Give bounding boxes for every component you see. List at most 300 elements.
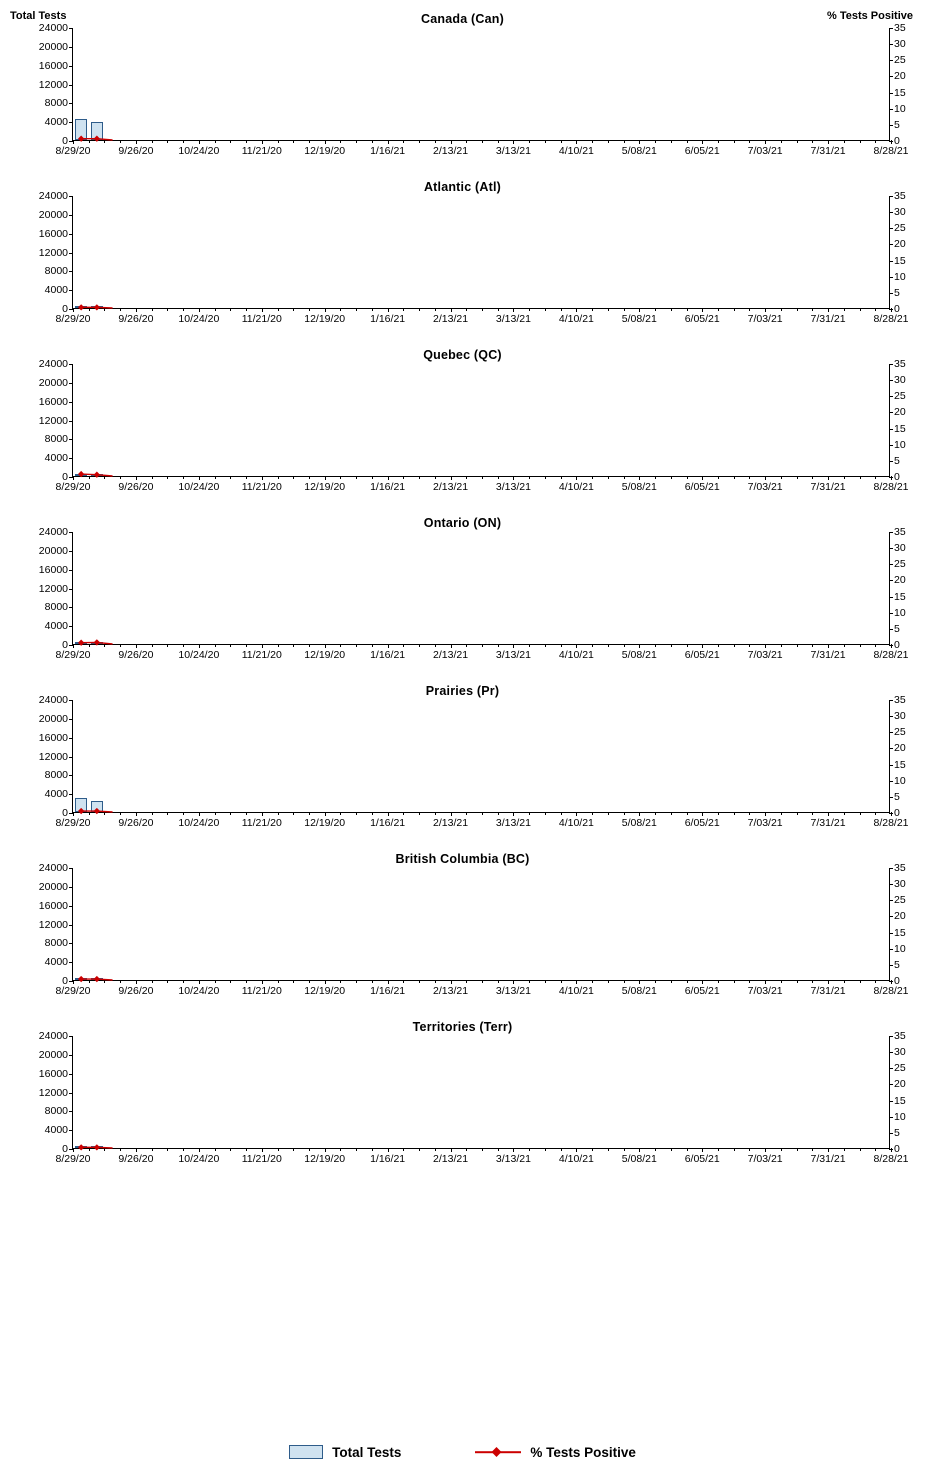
x-axis-minor-tick-mark xyxy=(246,140,247,143)
x-axis-minor-tick-mark xyxy=(545,1148,546,1151)
x-axis-tick-mark xyxy=(73,644,74,648)
x-axis-tick-mark xyxy=(702,140,703,144)
x-axis-tick-label: 10/24/20 xyxy=(178,817,220,829)
x-axis-minor-tick-mark xyxy=(592,476,593,479)
x-axis-minor-tick-mark xyxy=(293,140,294,143)
x-axis-minor-tick-mark xyxy=(718,812,719,815)
x-axis-minor-tick-mark xyxy=(278,476,279,479)
x-axis-minor-tick-mark xyxy=(655,1148,656,1151)
x-axis-tick-label: 6/05/21 xyxy=(684,817,720,829)
x-axis-tick-label: 3/13/21 xyxy=(495,985,531,997)
x-axis-minor-tick-mark xyxy=(89,644,90,647)
y-axis-right-tick-label: 35 xyxy=(894,525,906,538)
x-axis-tick-label: 4/10/21 xyxy=(558,985,594,997)
x-axis-minor-tick-mark xyxy=(104,140,105,143)
x-axis-tick-label: 9/26/20 xyxy=(118,649,154,661)
x-axis-minor-tick-mark xyxy=(687,308,688,311)
x-axis-tick-label: 12/19/20 xyxy=(304,817,346,829)
chart-panel xyxy=(0,504,925,672)
x-axis-tick-label: 8/28/21 xyxy=(873,985,909,997)
x-axis-minor-tick-mark xyxy=(230,1148,231,1151)
x-axis-minor-tick-mark xyxy=(655,308,656,311)
x-axis-minor-tick-mark xyxy=(608,644,609,647)
y-axis-right-tick-mark xyxy=(889,700,893,701)
x-axis-minor-tick-mark xyxy=(671,980,672,983)
y-axis-right-tick-mark xyxy=(889,244,893,245)
x-axis-minor-tick-mark xyxy=(797,140,798,143)
x-axis-tick-mark xyxy=(828,980,829,984)
x-axis-tick-mark xyxy=(451,980,452,984)
y-axis-left-tick-label: 16000 xyxy=(38,731,68,744)
x-axis-tick-mark xyxy=(262,140,263,144)
x-axis-minor-tick-mark xyxy=(812,980,813,983)
x-axis-minor-tick-mark xyxy=(183,644,184,647)
x-axis-tick-mark xyxy=(513,1148,514,1152)
x-axis-minor-tick-mark xyxy=(482,812,483,815)
x-axis-minor-tick-mark xyxy=(561,980,562,983)
x-axis-minor-tick-mark xyxy=(687,476,688,479)
x-axis-minor-tick-mark xyxy=(167,812,168,815)
x-axis-minor-tick-mark xyxy=(498,980,499,983)
y-axis-left-tick-label: 8000 xyxy=(44,433,68,446)
y-axis-left-tick-label: 0 xyxy=(62,134,68,147)
y-axis-right-tick-mark xyxy=(889,277,893,278)
x-axis-minor-tick-mark xyxy=(230,980,231,983)
x-axis-minor-tick-mark xyxy=(466,812,467,815)
x-axis-minor-tick-mark xyxy=(624,644,625,647)
x-axis-minor-tick-mark xyxy=(419,812,420,815)
x-axis-tick-mark xyxy=(136,140,137,144)
y-axis-right-tick-label: 35 xyxy=(894,357,906,370)
x-axis-minor-tick-mark xyxy=(734,308,735,311)
x-axis-minor-tick-mark xyxy=(561,644,562,647)
x-axis-tick-label: 8/29/20 xyxy=(55,313,91,325)
y-axis-right-tick-label: 5 xyxy=(894,454,900,467)
x-axis-minor-tick-mark xyxy=(529,644,530,647)
y-axis-right-tick-mark xyxy=(889,532,893,533)
x-axis-minor-tick-mark xyxy=(561,308,562,311)
y-axis-right-tick-mark xyxy=(889,949,893,950)
y-axis-left-tick-label: 20000 xyxy=(38,544,68,557)
x-axis-minor-tick-mark xyxy=(246,476,247,479)
x-axis-minor-tick-mark xyxy=(797,980,798,983)
x-axis-minor-tick-mark xyxy=(624,812,625,815)
y-axis-right-tick-label: 15 xyxy=(894,422,906,435)
x-axis-tick-label: 7/31/21 xyxy=(810,649,846,661)
x-axis-tick-label: 1/16/21 xyxy=(370,817,406,829)
x-axis-minor-tick-mark xyxy=(687,644,688,647)
x-axis-tick-label: 9/26/20 xyxy=(118,985,154,997)
y-axis-right-tick-mark xyxy=(889,1133,893,1134)
x-axis-tick-mark xyxy=(136,308,137,312)
x-axis-minor-tick-mark xyxy=(545,980,546,983)
y-axis-right-tick-label: 5 xyxy=(894,622,900,635)
y-axis-right-tick-label: 30 xyxy=(894,877,906,890)
x-axis-minor-tick-mark xyxy=(718,140,719,143)
x-axis-minor-tick-mark xyxy=(104,644,105,647)
x-axis-tick-mark xyxy=(513,812,514,816)
y-axis-right-tick-label: 0 xyxy=(894,974,900,987)
chart-panel xyxy=(0,336,925,504)
y-axis-right-tick-mark xyxy=(889,580,893,581)
x-axis-minor-tick-mark xyxy=(734,812,735,815)
y-axis-left-tick-label: 24000 xyxy=(38,861,68,874)
y-axis-right-tick-label: 25 xyxy=(894,726,906,739)
x-axis-tick-mark xyxy=(765,308,766,312)
x-axis-minor-tick-mark xyxy=(356,140,357,143)
x-axis-tick-label: 6/05/21 xyxy=(684,1153,720,1165)
x-axis-tick-label: 3/13/21 xyxy=(495,649,531,661)
x-axis-minor-tick-mark xyxy=(482,140,483,143)
chart-title: Ontario (ON) xyxy=(423,516,502,530)
x-axis-tick-mark xyxy=(828,140,829,144)
plot-area xyxy=(38,525,909,661)
x-axis-tick-mark xyxy=(702,308,703,312)
x-axis-tick-mark xyxy=(388,476,389,480)
x-axis-minor-tick-mark xyxy=(278,308,279,311)
y-axis-right-tick-label: 10 xyxy=(894,942,906,955)
x-axis-minor-tick-mark xyxy=(372,812,373,815)
x-axis-tick-mark xyxy=(325,1148,326,1152)
x-axis-tick-mark xyxy=(765,140,766,144)
x-axis-minor-tick-mark xyxy=(875,812,876,815)
y-axis-right-tick-label: 35 xyxy=(894,189,906,202)
x-axis-minor-tick-mark xyxy=(215,140,216,143)
x-axis-tick-mark xyxy=(136,476,137,480)
x-axis-tick-mark xyxy=(325,308,326,312)
x-axis-minor-tick-mark xyxy=(435,476,436,479)
x-axis-tick-label: 5/08/21 xyxy=(621,481,657,493)
x-axis-minor-tick-mark xyxy=(482,644,483,647)
x-axis-minor-tick-mark xyxy=(797,476,798,479)
legend-swatch-bar-icon xyxy=(289,1445,323,1459)
x-axis-tick-label: 12/19/20 xyxy=(304,985,346,997)
x-axis-minor-tick-mark xyxy=(89,140,90,143)
x-axis-tick-mark xyxy=(451,644,452,648)
y-axis-left-tick-label: 16000 xyxy=(38,395,68,408)
y-axis-left-tick-label: 4000 xyxy=(44,619,68,632)
y-axis-right-tick-label: 30 xyxy=(894,541,906,554)
x-axis-minor-tick-mark xyxy=(734,140,735,143)
y-axis-right-tick-label: 15 xyxy=(894,254,906,267)
x-axis-tick-mark xyxy=(262,476,263,480)
x-axis-minor-tick-mark xyxy=(419,980,420,983)
x-axis-tick-label: 7/31/21 xyxy=(810,481,846,493)
x-axis-minor-tick-mark xyxy=(183,308,184,311)
y-axis-left-tick-label: 24000 xyxy=(38,1029,68,1042)
x-axis-tick-mark xyxy=(639,476,640,480)
x-axis-tick-label: 9/26/20 xyxy=(118,1153,154,1165)
x-axis-tick-label: 7/03/21 xyxy=(747,985,783,997)
x-axis-tick-label: 11/21/20 xyxy=(241,985,282,997)
chart-panel xyxy=(0,840,925,1008)
x-axis-tick-mark xyxy=(73,1148,74,1152)
x-axis-minor-tick-mark xyxy=(403,812,404,815)
x-axis-minor-tick-mark xyxy=(561,476,562,479)
y-axis-left-tick-label: 8000 xyxy=(44,1105,68,1118)
x-axis-minor-tick-mark xyxy=(608,980,609,983)
x-axis-minor-tick-mark xyxy=(372,644,373,647)
x-axis-tick-label: 2/13/21 xyxy=(433,649,469,661)
y-axis-right-tick-label: 25 xyxy=(894,222,906,235)
x-axis-tick-mark xyxy=(702,812,703,816)
x-axis-tick-label: 1/16/21 xyxy=(370,985,406,997)
x-axis-tick-label: 5/08/21 xyxy=(621,1153,657,1165)
y-axis-left-tick-label: 0 xyxy=(62,1142,68,1155)
x-axis-tick-mark xyxy=(828,1148,829,1152)
y-axis-left-tick-label: 0 xyxy=(62,302,68,315)
x-axis-minor-tick-mark xyxy=(844,1148,845,1151)
x-axis-tick-label: 12/19/20 xyxy=(304,649,346,661)
x-axis-minor-tick-mark xyxy=(167,1148,168,1151)
x-axis-tick-mark xyxy=(136,1148,137,1152)
y-axis-left-tick-label: 0 xyxy=(62,806,68,819)
x-axis-tick-label: 2/13/21 xyxy=(433,1153,469,1165)
y-axis-right-tick-label: 15 xyxy=(894,590,906,603)
x-axis-minor-tick-mark xyxy=(246,1148,247,1151)
x-axis-minor-tick-mark xyxy=(671,812,672,815)
x-axis-minor-tick-mark xyxy=(718,1148,719,1151)
x-axis-minor-tick-mark xyxy=(608,812,609,815)
y-axis-left-tick-label: 4000 xyxy=(44,115,68,128)
x-axis-tick-label: 5/08/21 xyxy=(621,649,657,661)
x-axis-minor-tick-mark xyxy=(875,476,876,479)
y-axis-right-tick-label: 0 xyxy=(894,302,900,315)
x-axis-minor-tick-mark xyxy=(655,140,656,143)
x-axis-minor-tick-mark xyxy=(246,644,247,647)
x-axis-tick-mark xyxy=(576,476,577,480)
y-axis-right-tick-label: 35 xyxy=(894,861,906,874)
x-axis-tick-label: 8/28/21 xyxy=(873,649,909,661)
plot-area xyxy=(38,21,909,157)
y-axis-right-tick-mark xyxy=(889,629,893,630)
x-axis-tick-mark xyxy=(325,140,326,144)
y-axis-left-tick-label: 20000 xyxy=(38,208,68,221)
x-axis-tick-label: 8/29/20 xyxy=(55,649,91,661)
y-axis-left-tick-label: 16000 xyxy=(38,563,68,576)
x-axis-tick-mark xyxy=(199,140,200,144)
y-axis-right-tick-label: 35 xyxy=(894,21,906,34)
y-axis-right-tick-label: 10 xyxy=(894,774,906,787)
y-axis-right-tick-mark xyxy=(889,109,893,110)
x-axis-tick-mark xyxy=(576,644,577,648)
y-axis-right-tick-label: 5 xyxy=(894,790,900,803)
x-axis-minor-tick-mark xyxy=(340,140,341,143)
x-axis-tick-label: 10/24/20 xyxy=(178,649,220,661)
x-axis-minor-tick-mark xyxy=(655,644,656,647)
y-axis-right-tick-mark xyxy=(889,125,893,126)
x-axis-minor-tick-mark xyxy=(309,644,310,647)
x-axis-minor-tick-mark xyxy=(655,476,656,479)
x-axis-tick-mark xyxy=(199,476,200,480)
x-axis-tick-label: 7/03/21 xyxy=(747,313,783,325)
y-axis-right-tick-label: 30 xyxy=(894,37,906,50)
x-axis-minor-tick-mark xyxy=(624,476,625,479)
y-axis-right-tick-mark xyxy=(889,1101,893,1102)
pct-positive-marker xyxy=(94,472,100,478)
y-axis-left-tick-label: 20000 xyxy=(38,1048,68,1061)
x-axis-minor-tick-mark xyxy=(545,812,546,815)
x-axis-minor-tick-mark xyxy=(781,476,782,479)
x-axis-tick-mark xyxy=(199,812,200,816)
x-axis-tick-mark xyxy=(262,644,263,648)
x-axis-minor-tick-mark xyxy=(797,812,798,815)
y-axis-right-tick-mark xyxy=(889,1117,893,1118)
x-axis-tick-label: 5/08/21 xyxy=(621,145,657,157)
x-axis-minor-tick-mark xyxy=(655,980,656,983)
y-axis-right-tick-mark xyxy=(889,1084,893,1085)
x-axis-minor-tick-mark xyxy=(545,140,546,143)
x-axis-tick-mark xyxy=(262,308,263,312)
x-axis-minor-tick-mark xyxy=(718,644,719,647)
pct-positive-marker xyxy=(94,639,100,645)
x-axis-minor-tick-mark xyxy=(671,308,672,311)
x-axis-tick-mark xyxy=(199,308,200,312)
y-axis-left-tick-label: 24000 xyxy=(38,693,68,706)
x-axis-tick-label: 6/05/21 xyxy=(684,313,720,325)
x-axis-tick-label: 7/03/21 xyxy=(747,649,783,661)
x-axis-tick-label: 11/21/20 xyxy=(241,313,282,325)
y-axis-right-tick-label: 25 xyxy=(894,894,906,907)
y-axis-right-tick-label: 10 xyxy=(894,438,906,451)
x-axis-tick-label: 1/16/21 xyxy=(370,649,406,661)
x-axis-tick-mark xyxy=(325,644,326,648)
y-axis-left-tick-label: 0 xyxy=(62,974,68,987)
y-axis-right-tick-mark xyxy=(889,228,893,229)
x-axis-tick-label: 5/08/21 xyxy=(621,817,657,829)
y-axis-right-tick-label: 15 xyxy=(894,758,906,771)
x-axis-minor-tick-mark xyxy=(592,1148,593,1151)
y-axis-left-tick-label: 12000 xyxy=(38,78,68,91)
x-axis-tick-mark xyxy=(388,980,389,984)
x-axis-minor-tick-mark xyxy=(215,644,216,647)
x-axis-minor-tick-mark xyxy=(529,476,530,479)
x-axis-minor-tick-mark xyxy=(120,812,121,815)
x-axis-minor-tick-mark xyxy=(498,140,499,143)
y-axis-right-tick-label: 15 xyxy=(894,926,906,939)
x-axis-tick-label: 11/21/20 xyxy=(241,481,282,493)
x-axis-tick-label: 4/10/21 xyxy=(558,649,594,661)
x-axis-minor-tick-mark xyxy=(875,980,876,983)
x-axis-tick-mark xyxy=(576,1148,577,1152)
x-axis-minor-tick-mark xyxy=(403,140,404,143)
x-axis-tick-label: 7/31/21 xyxy=(810,313,846,325)
x-axis-tick-mark xyxy=(451,476,452,480)
x-axis-tick-label: 6/05/21 xyxy=(684,145,720,157)
x-axis-minor-tick-mark xyxy=(466,308,467,311)
x-axis-minor-tick-mark xyxy=(340,476,341,479)
x-axis-minor-tick-mark xyxy=(592,812,593,815)
y-axis-right-tick-label: 5 xyxy=(894,1126,900,1139)
x-axis-tick-label: 8/28/21 xyxy=(873,481,909,493)
chart-title: Canada (Can) xyxy=(421,12,504,26)
x-axis-minor-tick-mark xyxy=(340,308,341,311)
x-axis-minor-tick-mark xyxy=(215,980,216,983)
x-axis-minor-tick-mark xyxy=(781,644,782,647)
x-axis-minor-tick-mark xyxy=(844,308,845,311)
x-axis-minor-tick-mark xyxy=(860,1148,861,1151)
pct-positive-marker xyxy=(78,808,84,814)
y-axis-right-tick-label: 20 xyxy=(894,238,906,251)
y-axis-right-tick-mark xyxy=(889,597,893,598)
x-axis-minor-tick-mark xyxy=(230,476,231,479)
y-axis-right-tick-mark xyxy=(889,781,893,782)
x-axis-minor-tick-mark xyxy=(561,1148,562,1151)
x-axis-minor-tick-mark xyxy=(671,1148,672,1151)
y-axis-right-tick-label: 35 xyxy=(894,1029,906,1042)
x-axis-tick-mark xyxy=(262,1148,263,1152)
x-axis-tick-label: 8/29/20 xyxy=(55,817,91,829)
x-axis-minor-tick-mark xyxy=(167,308,168,311)
x-axis-tick-mark xyxy=(513,308,514,312)
x-axis-minor-tick-mark xyxy=(860,308,861,311)
x-axis-minor-tick-mark xyxy=(718,980,719,983)
y-axis-left-tick-label: 8000 xyxy=(44,769,68,782)
y-axis-right-tick-mark xyxy=(889,933,893,934)
y-axis-right-tick-label: 0 xyxy=(894,470,900,483)
x-axis-minor-tick-mark xyxy=(356,308,357,311)
x-axis-tick-mark xyxy=(388,308,389,312)
x-axis-tick-mark xyxy=(891,980,892,984)
y-axis-right-tick-label: 30 xyxy=(894,1045,906,1058)
y-axis-left-tick-label: 8000 xyxy=(44,265,68,278)
x-axis-tick-mark xyxy=(828,812,829,816)
y-axis-left-tick-label: 4000 xyxy=(44,451,68,464)
y-axis-left-tick-label: 12000 xyxy=(38,414,68,427)
x-axis-tick-mark xyxy=(513,980,514,984)
x-axis-minor-tick-mark xyxy=(860,812,861,815)
y-axis-right-tick-label: 25 xyxy=(894,390,906,403)
y-axis-left-tick-label: 16000 xyxy=(38,1067,68,1080)
y-axis-right-tick-mark xyxy=(889,1036,893,1037)
x-axis-tick-mark xyxy=(891,308,892,312)
y-axis-right-tick-mark xyxy=(889,716,893,717)
x-axis-tick-label: 8/28/21 xyxy=(873,145,909,157)
pct-positive-series xyxy=(73,868,889,980)
x-axis-minor-tick-mark xyxy=(529,308,530,311)
pct-positive-marker xyxy=(94,808,100,814)
x-axis-tick-mark xyxy=(73,308,74,312)
x-axis-minor-tick-mark xyxy=(293,980,294,983)
x-axis-tick-label: 9/26/20 xyxy=(118,481,154,493)
legend-item-total-tests xyxy=(289,1445,401,1460)
x-axis-tick-mark xyxy=(765,1148,766,1152)
y-axis-right-tick-mark xyxy=(889,765,893,766)
y-axis-left-tick-label: 20000 xyxy=(38,40,68,53)
x-axis-tick-label: 6/05/21 xyxy=(684,985,720,997)
x-axis-tick-mark xyxy=(765,644,766,648)
x-axis-minor-tick-mark xyxy=(797,1148,798,1151)
x-axis-minor-tick-mark xyxy=(372,476,373,479)
x-axis-minor-tick-mark xyxy=(624,308,625,311)
y-axis-left-tick-label: 12000 xyxy=(38,1086,68,1099)
x-axis-minor-tick-mark xyxy=(545,476,546,479)
x-axis-minor-tick-mark xyxy=(435,308,436,311)
x-axis-tick-label: 2/13/21 xyxy=(433,817,469,829)
x-axis-tick-label: 4/10/21 xyxy=(558,313,594,325)
x-axis-tick-mark xyxy=(325,476,326,480)
x-axis-tick-label: 3/13/21 xyxy=(495,817,531,829)
y-axis-left-tick-label: 16000 xyxy=(38,899,68,912)
chart-title: Quebec (QC) xyxy=(423,348,502,362)
y-axis-right-tick-mark xyxy=(889,412,893,413)
pct-positive-series xyxy=(73,364,889,476)
x-axis-tick-mark xyxy=(828,476,829,480)
x-axis-tick-mark xyxy=(199,1148,200,1152)
chart-title: Atlantic (Atl) xyxy=(423,180,502,194)
x-axis-minor-tick-mark xyxy=(152,140,153,143)
pct-positive-series xyxy=(73,700,889,812)
